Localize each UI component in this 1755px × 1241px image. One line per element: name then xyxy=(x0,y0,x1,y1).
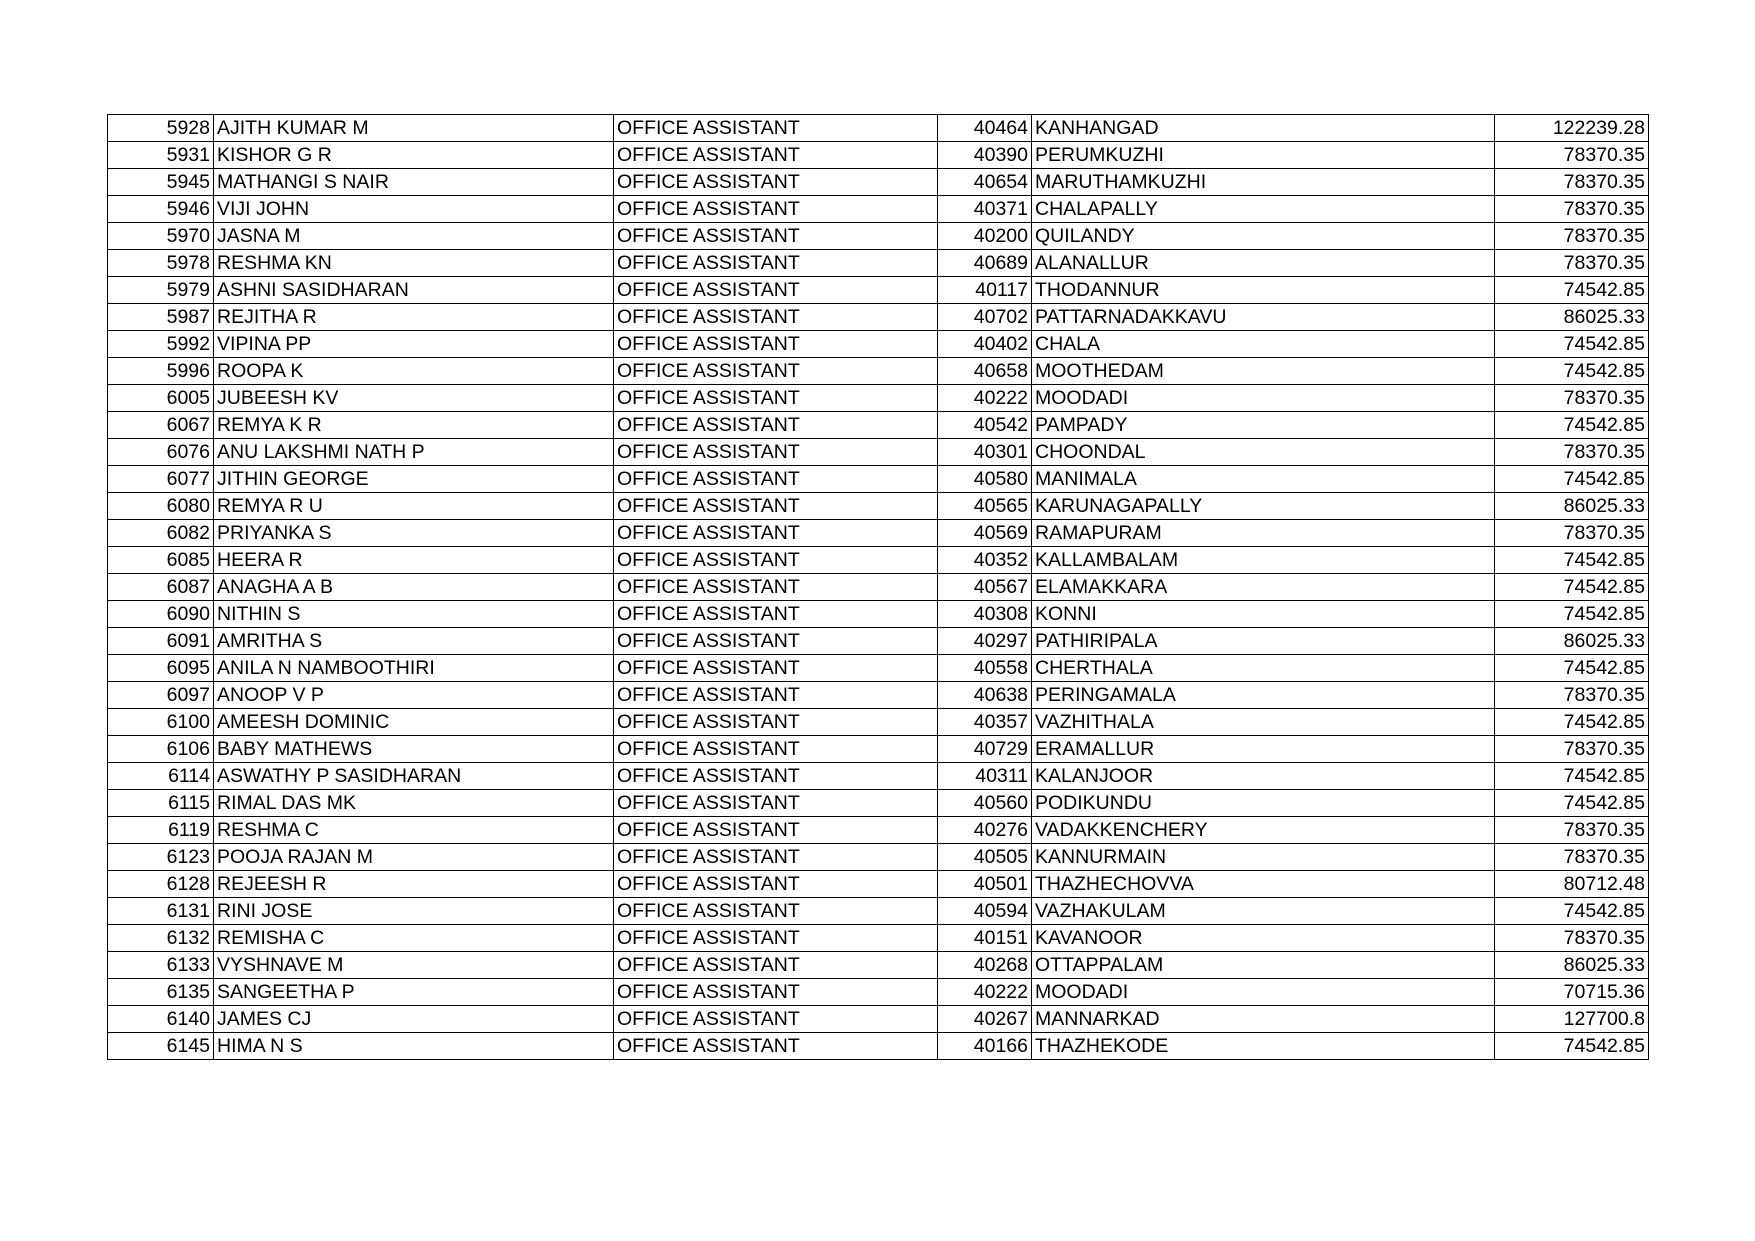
cell-serial-number: 6133 xyxy=(108,952,214,979)
cell-serial-number: 5945 xyxy=(108,169,214,196)
cell-amount: 74542.85 xyxy=(1495,1033,1649,1060)
cell-amount: 78370.35 xyxy=(1495,736,1649,763)
cell-name: ASHNI SASIDHARAN xyxy=(214,277,614,304)
staff-table xyxy=(107,114,1649,1060)
cell-office-code: 40638 xyxy=(938,682,1032,709)
cell-designation: OFFICE ASSISTANT xyxy=(614,898,938,925)
cell-designation: OFFICE ASSISTANT xyxy=(614,547,938,574)
cell-serial-number: 6077 xyxy=(108,466,214,493)
cell-serial-number: 6145 xyxy=(108,1033,214,1060)
cell-amount: 74542.85 xyxy=(1495,277,1649,304)
table-row xyxy=(108,169,1649,196)
cell-name: ROOPA K xyxy=(214,358,614,385)
cell-name: REMYA R U xyxy=(214,493,614,520)
cell-office-code: 40560 xyxy=(938,790,1032,817)
cell-designation: OFFICE ASSISTANT xyxy=(614,925,938,952)
cell-office-code: 40565 xyxy=(938,493,1032,520)
cell-office-name: PATHIRIPALA xyxy=(1032,628,1495,655)
cell-designation: OFFICE ASSISTANT xyxy=(614,655,938,682)
cell-name: REJEESH R xyxy=(214,871,614,898)
cell-office-name: KANHANGAD xyxy=(1032,115,1495,142)
cell-serial-number: 6115 xyxy=(108,790,214,817)
cell-designation: OFFICE ASSISTANT xyxy=(614,709,938,736)
table-row xyxy=(108,412,1649,439)
table-row xyxy=(108,115,1649,142)
cell-designation: OFFICE ASSISTANT xyxy=(614,439,938,466)
cell-serial-number: 6005 xyxy=(108,385,214,412)
cell-amount: 86025.33 xyxy=(1495,304,1649,331)
cell-name: VIPINA PP xyxy=(214,331,614,358)
cell-amount: 74542.85 xyxy=(1495,358,1649,385)
cell-serial-number: 6135 xyxy=(108,979,214,1006)
cell-designation: OFFICE ASSISTANT xyxy=(614,277,938,304)
cell-amount: 74542.85 xyxy=(1495,601,1649,628)
cell-office-code: 40308 xyxy=(938,601,1032,628)
cell-name: PRIYANKA S xyxy=(214,520,614,547)
cell-office-code: 40702 xyxy=(938,304,1032,331)
cell-office-code: 40267 xyxy=(938,1006,1032,1033)
table-row xyxy=(108,1033,1649,1060)
cell-office-code: 40501 xyxy=(938,871,1032,898)
cell-office-code: 40580 xyxy=(938,466,1032,493)
cell-office-name: ALANALLUR xyxy=(1032,250,1495,277)
table-row xyxy=(108,196,1649,223)
cell-name: ANILA N NAMBOOTHIRI xyxy=(214,655,614,682)
cell-office-name: KARUNAGAPALLY xyxy=(1032,493,1495,520)
cell-office-code: 40689 xyxy=(938,250,1032,277)
cell-office-name: THAZHECHOVVA xyxy=(1032,871,1495,898)
table-body xyxy=(108,115,1649,1060)
table-row xyxy=(108,952,1649,979)
table-row xyxy=(108,601,1649,628)
table-row xyxy=(108,493,1649,520)
cell-serial-number: 6132 xyxy=(108,925,214,952)
cell-serial-number: 5978 xyxy=(108,250,214,277)
table-row xyxy=(108,223,1649,250)
cell-designation: OFFICE ASSISTANT xyxy=(614,682,938,709)
cell-office-name: MANNARKAD xyxy=(1032,1006,1495,1033)
cell-office-code: 40222 xyxy=(938,385,1032,412)
cell-office-code: 40357 xyxy=(938,709,1032,736)
cell-office-name: VADAKKENCHERY xyxy=(1032,817,1495,844)
cell-name: JITHIN GEORGE xyxy=(214,466,614,493)
cell-office-name: CHALA xyxy=(1032,331,1495,358)
cell-office-code: 40297 xyxy=(938,628,1032,655)
cell-serial-number: 5946 xyxy=(108,196,214,223)
table-row xyxy=(108,817,1649,844)
cell-office-code: 40654 xyxy=(938,169,1032,196)
cell-office-code: 40301 xyxy=(938,439,1032,466)
cell-serial-number: 5931 xyxy=(108,142,214,169)
cell-office-name: PERUMKUZHI xyxy=(1032,142,1495,169)
cell-serial-number: 6106 xyxy=(108,736,214,763)
cell-office-code: 40311 xyxy=(938,763,1032,790)
table-row xyxy=(108,1006,1649,1033)
cell-name: RIMAL DAS MK xyxy=(214,790,614,817)
table-row xyxy=(108,277,1649,304)
cell-office-name: RAMAPURAM xyxy=(1032,520,1495,547)
cell-designation: OFFICE ASSISTANT xyxy=(614,169,938,196)
cell-designation: OFFICE ASSISTANT xyxy=(614,358,938,385)
cell-amount: 78370.35 xyxy=(1495,385,1649,412)
table-row xyxy=(108,142,1649,169)
cell-office-name: KANNURMAIN xyxy=(1032,844,1495,871)
cell-amount: 78370.35 xyxy=(1495,844,1649,871)
cell-serial-number: 6082 xyxy=(108,520,214,547)
cell-designation: OFFICE ASSISTANT xyxy=(614,736,938,763)
cell-designation: OFFICE ASSISTANT xyxy=(614,250,938,277)
cell-amount: 70715.36 xyxy=(1495,979,1649,1006)
data-sheet xyxy=(107,114,1649,1060)
cell-office-code: 40117 xyxy=(938,277,1032,304)
cell-amount: 78370.35 xyxy=(1495,223,1649,250)
cell-name: RESHMA KN xyxy=(214,250,614,277)
cell-office-name: KAVANOOR xyxy=(1032,925,1495,952)
cell-office-code: 40352 xyxy=(938,547,1032,574)
table-row xyxy=(108,466,1649,493)
cell-serial-number: 5996 xyxy=(108,358,214,385)
cell-name: RINI JOSE xyxy=(214,898,614,925)
cell-amount: 78370.35 xyxy=(1495,520,1649,547)
cell-serial-number: 6087 xyxy=(108,574,214,601)
cell-designation: OFFICE ASSISTANT xyxy=(614,1006,938,1033)
cell-office-code: 40567 xyxy=(938,574,1032,601)
table-row xyxy=(108,925,1649,952)
table-row xyxy=(108,979,1649,1006)
cell-amount: 127700.8 xyxy=(1495,1006,1649,1033)
cell-amount: 78370.35 xyxy=(1495,250,1649,277)
cell-designation: OFFICE ASSISTANT xyxy=(614,520,938,547)
cell-office-name: MARUTHAMKUZHI xyxy=(1032,169,1495,196)
cell-amount: 86025.33 xyxy=(1495,493,1649,520)
cell-office-name: THAZHEKODE xyxy=(1032,1033,1495,1060)
cell-office-name: VAZHITHALA xyxy=(1032,709,1495,736)
table-row xyxy=(108,628,1649,655)
cell-office-name: MOODADI xyxy=(1032,385,1495,412)
cell-serial-number: 6114 xyxy=(108,763,214,790)
cell-office-name: QUILANDY xyxy=(1032,223,1495,250)
cell-office-code: 40268 xyxy=(938,952,1032,979)
cell-serial-number: 5979 xyxy=(108,277,214,304)
cell-office-code: 40542 xyxy=(938,412,1032,439)
cell-name: REMISHA C xyxy=(214,925,614,952)
cell-serial-number: 5928 xyxy=(108,115,214,142)
cell-amount: 74542.85 xyxy=(1495,655,1649,682)
table-row xyxy=(108,682,1649,709)
cell-name: REJITHA R xyxy=(214,304,614,331)
table-row xyxy=(108,871,1649,898)
cell-designation: OFFICE ASSISTANT xyxy=(614,790,938,817)
cell-serial-number: 5992 xyxy=(108,331,214,358)
table-row xyxy=(108,898,1649,925)
cell-office-code: 40729 xyxy=(938,736,1032,763)
cell-designation: OFFICE ASSISTANT xyxy=(614,115,938,142)
cell-serial-number: 6131 xyxy=(108,898,214,925)
cell-office-code: 40569 xyxy=(938,520,1032,547)
cell-amount: 74542.85 xyxy=(1495,898,1649,925)
cell-office-name: PODIKUNDU xyxy=(1032,790,1495,817)
cell-amount: 78370.35 xyxy=(1495,169,1649,196)
cell-office-name: PERINGAMALA xyxy=(1032,682,1495,709)
cell-name: MATHANGI S NAIR xyxy=(214,169,614,196)
cell-name: VIJI JOHN xyxy=(214,196,614,223)
cell-serial-number: 6076 xyxy=(108,439,214,466)
cell-office-code: 40505 xyxy=(938,844,1032,871)
cell-office-name: CHERTHALA xyxy=(1032,655,1495,682)
cell-designation: OFFICE ASSISTANT xyxy=(614,871,938,898)
cell-designation: OFFICE ASSISTANT xyxy=(614,385,938,412)
cell-office-code: 40222 xyxy=(938,979,1032,1006)
cell-name: SANGEETHA P xyxy=(214,979,614,1006)
cell-designation: OFFICE ASSISTANT xyxy=(614,844,938,871)
cell-office-name: CHOONDAL xyxy=(1032,439,1495,466)
cell-designation: OFFICE ASSISTANT xyxy=(614,628,938,655)
table-row xyxy=(108,763,1649,790)
cell-amount: 74542.85 xyxy=(1495,790,1649,817)
cell-designation: OFFICE ASSISTANT xyxy=(614,331,938,358)
cell-name: AMRITHA S xyxy=(214,628,614,655)
cell-amount: 78370.35 xyxy=(1495,142,1649,169)
cell-name: JASNA M xyxy=(214,223,614,250)
table-row xyxy=(108,736,1649,763)
cell-designation: OFFICE ASSISTANT xyxy=(614,142,938,169)
table-row xyxy=(108,358,1649,385)
cell-serial-number: 6119 xyxy=(108,817,214,844)
cell-name: ANOOP V P xyxy=(214,682,614,709)
cell-serial-number: 6090 xyxy=(108,601,214,628)
cell-office-code: 40658 xyxy=(938,358,1032,385)
cell-name: BABY MATHEWS xyxy=(214,736,614,763)
cell-amount: 74542.85 xyxy=(1495,331,1649,358)
cell-name: RESHMA C xyxy=(214,817,614,844)
cell-serial-number: 5970 xyxy=(108,223,214,250)
cell-office-name: MANIMALA xyxy=(1032,466,1495,493)
cell-serial-number: 6140 xyxy=(108,1006,214,1033)
cell-designation: OFFICE ASSISTANT xyxy=(614,763,938,790)
cell-name: JAMES CJ xyxy=(214,1006,614,1033)
cell-designation: OFFICE ASSISTANT xyxy=(614,601,938,628)
cell-amount: 74542.85 xyxy=(1495,547,1649,574)
cell-office-code: 40558 xyxy=(938,655,1032,682)
cell-serial-number: 6067 xyxy=(108,412,214,439)
cell-office-code: 40390 xyxy=(938,142,1032,169)
cell-amount: 80712.48 xyxy=(1495,871,1649,898)
cell-designation: OFFICE ASSISTANT xyxy=(614,979,938,1006)
cell-office-name: CHALAPALLY xyxy=(1032,196,1495,223)
table-row xyxy=(108,250,1649,277)
cell-designation: OFFICE ASSISTANT xyxy=(614,223,938,250)
cell-office-name: KALLAMBALAM xyxy=(1032,547,1495,574)
cell-name: ANU LAKSHMI NATH P xyxy=(214,439,614,466)
cell-name: JUBEESH KV xyxy=(214,385,614,412)
cell-office-name: MOOTHEDAM xyxy=(1032,358,1495,385)
cell-amount: 78370.35 xyxy=(1495,196,1649,223)
cell-serial-number: 6080 xyxy=(108,493,214,520)
table-row xyxy=(108,790,1649,817)
cell-designation: OFFICE ASSISTANT xyxy=(614,466,938,493)
cell-office-name: KALANJOOR xyxy=(1032,763,1495,790)
cell-designation: OFFICE ASSISTANT xyxy=(614,304,938,331)
table-row xyxy=(108,331,1649,358)
cell-amount: 74542.85 xyxy=(1495,466,1649,493)
cell-office-name: ERAMALLUR xyxy=(1032,736,1495,763)
cell-designation: OFFICE ASSISTANT xyxy=(614,952,938,979)
cell-serial-number: 6128 xyxy=(108,871,214,898)
cell-office-code: 40276 xyxy=(938,817,1032,844)
cell-designation: OFFICE ASSISTANT xyxy=(614,817,938,844)
cell-office-name: PAMPADY xyxy=(1032,412,1495,439)
cell-office-name: OTTAPPALAM xyxy=(1032,952,1495,979)
cell-office-name: VAZHAKULAM xyxy=(1032,898,1495,925)
cell-serial-number: 6091 xyxy=(108,628,214,655)
cell-office-code: 40464 xyxy=(938,115,1032,142)
cell-amount: 74542.85 xyxy=(1495,412,1649,439)
cell-office-code: 40371 xyxy=(938,196,1032,223)
cell-name: VYSHNAVE M xyxy=(214,952,614,979)
cell-amount: 74542.85 xyxy=(1495,763,1649,790)
cell-name: AMEESH DOMINIC xyxy=(214,709,614,736)
cell-office-code: 40402 xyxy=(938,331,1032,358)
cell-designation: OFFICE ASSISTANT xyxy=(614,493,938,520)
cell-serial-number: 6085 xyxy=(108,547,214,574)
cell-name: ANAGHA A B xyxy=(214,574,614,601)
cell-amount: 122239.28 xyxy=(1495,115,1649,142)
cell-serial-number: 6097 xyxy=(108,682,214,709)
cell-name: AJITH KUMAR M xyxy=(214,115,614,142)
table-row xyxy=(108,439,1649,466)
cell-amount: 78370.35 xyxy=(1495,817,1649,844)
cell-office-code: 40200 xyxy=(938,223,1032,250)
cell-office-name: MOODADI xyxy=(1032,979,1495,1006)
cell-amount: 78370.35 xyxy=(1495,925,1649,952)
cell-office-name: PATTARNADAKKAVU xyxy=(1032,304,1495,331)
cell-name: KISHOR G R xyxy=(214,142,614,169)
cell-name: HIMA N S xyxy=(214,1033,614,1060)
cell-amount: 74542.85 xyxy=(1495,709,1649,736)
cell-amount: 74542.85 xyxy=(1495,574,1649,601)
cell-name: REMYA K R xyxy=(214,412,614,439)
cell-serial-number: 6095 xyxy=(108,655,214,682)
cell-designation: OFFICE ASSISTANT xyxy=(614,574,938,601)
cell-amount: 78370.35 xyxy=(1495,682,1649,709)
cell-office-name: ELAMAKKARA xyxy=(1032,574,1495,601)
cell-amount: 78370.35 xyxy=(1495,439,1649,466)
table-row xyxy=(108,709,1649,736)
cell-designation: OFFICE ASSISTANT xyxy=(614,412,938,439)
cell-serial-number: 6100 xyxy=(108,709,214,736)
table-row xyxy=(108,385,1649,412)
table-row xyxy=(108,304,1649,331)
cell-name: POOJA RAJAN M xyxy=(214,844,614,871)
cell-name: NITHIN S xyxy=(214,601,614,628)
table-row xyxy=(108,655,1649,682)
cell-office-name: KONNI xyxy=(1032,601,1495,628)
table-row xyxy=(108,547,1649,574)
cell-amount: 86025.33 xyxy=(1495,952,1649,979)
cell-office-name: THODANNUR xyxy=(1032,277,1495,304)
cell-office-code: 40594 xyxy=(938,898,1032,925)
cell-serial-number: 5987 xyxy=(108,304,214,331)
cell-office-code: 40166 xyxy=(938,1033,1032,1060)
cell-designation: OFFICE ASSISTANT xyxy=(614,1033,938,1060)
table-row xyxy=(108,844,1649,871)
table-row xyxy=(108,574,1649,601)
cell-name: ASWATHY P SASIDHARAN xyxy=(214,763,614,790)
cell-designation: OFFICE ASSISTANT xyxy=(614,196,938,223)
cell-serial-number: 6123 xyxy=(108,844,214,871)
table-row xyxy=(108,520,1649,547)
cell-office-code: 40151 xyxy=(938,925,1032,952)
cell-amount: 86025.33 xyxy=(1495,628,1649,655)
cell-name: HEERA R xyxy=(214,547,614,574)
